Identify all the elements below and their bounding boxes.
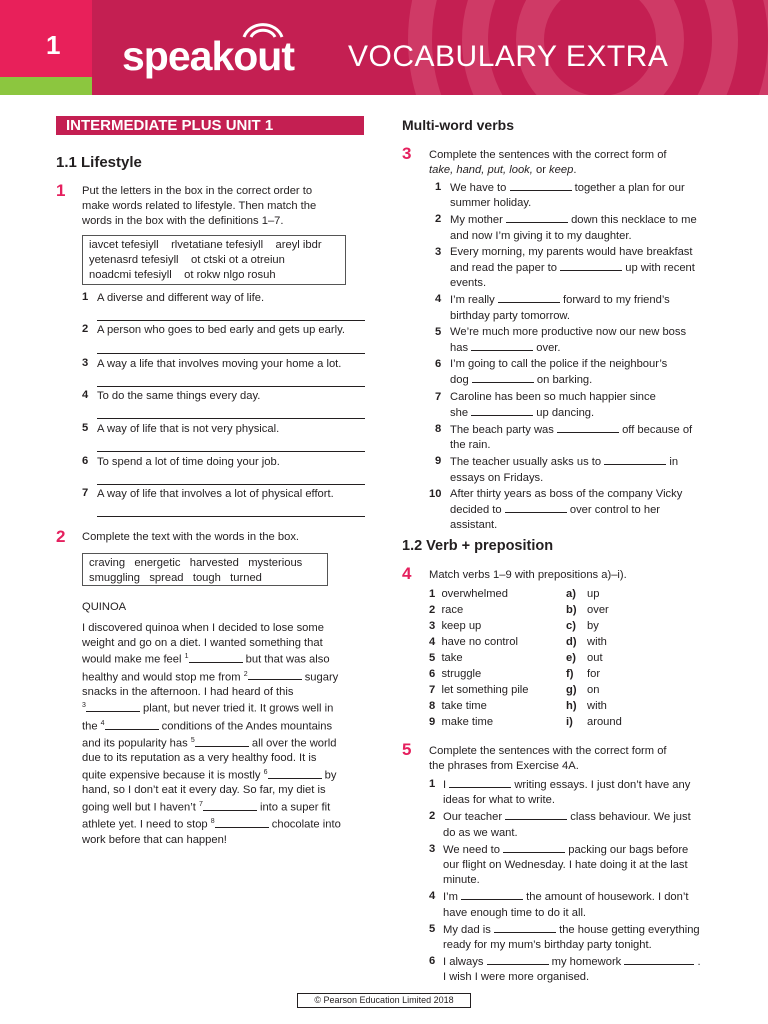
gap[interactable] [604,454,666,465]
definition-text: To do the same things every day. [97,390,261,402]
definition-text: A way of life that is not very physical. [97,423,280,435]
gap[interactable] [560,260,622,271]
green-accent-bar [0,77,92,95]
word-box-2: craving energetic harvested mysterious smuggling spread tough turned [82,553,328,586]
gap[interactable] [449,777,511,788]
exercise-number: 1 [56,181,66,200]
definition-text: To spend a lot of time doing your job. [97,456,280,468]
gap-6[interactable] [268,768,322,779]
answer-line[interactable] [97,353,365,354]
exercise-3-instruction: Complete the sentences with the correct form of take, hand, put, look, or keep. [429,149,667,176]
definition-text: A way a life that involves moving your home a lot. [97,358,342,370]
answer-line[interactable] [97,320,365,321]
preposition-list: a) up b) over c) by d) with e) out f) for g) on h) with i) around [566,588,622,728]
header-banner [0,0,768,95]
gap-7[interactable] [203,800,257,811]
gap[interactable] [494,922,556,933]
answer-line[interactable] [97,516,365,517]
gap[interactable] [510,180,572,191]
word-box-1: iavcet tefesiyll rlvetatiane tefesiyll areyl ibdr yetenasrd tefesiyll ot ctski ot a otreiun noadcmi tefesiyll ot rokw nlgo rosuh [82,235,346,285]
gap-2[interactable] [248,669,302,680]
answer-line[interactable] [97,451,365,452]
definition-text: A diverse and different way of life. [97,292,265,304]
definition-text: A person who goes to bed early and gets up early. [97,324,345,336]
exercise-2-instruction: Complete the text with the words in the box. [82,531,300,543]
section-title-verb-preposition: 1.2 Verb + preposition [402,538,554,554]
gap-1[interactable] [189,652,243,663]
gap-4[interactable] [105,719,159,730]
exercise-number: 2 [56,527,66,546]
unit-number-tab [0,0,92,77]
quinoa-text: I discovered quinoa when I decided to lose some weight and go on a diet. I wanted something that would make me feel $^1$ but that was also healthy and would stop me from $^2$ sugary snacks in the afternoon. I had heard of this $^3$ plant, but never tried it. It grows well in the $^4$ conditions of the Andes mountains and its popularity has $^5$ all over the world due to its reputation as a very healthy food. It is quite expensive because it is mostly $^6$ by hand, so I don’t eat it every day. So far, my diet is going well but I haven’t $^7$ into a super fit athlete yet. I need to stop $^8$ chocolate into work before that can happen! [82,622,341,846]
section-title-lifestyle: 1.1 Lifestyle [56,154,142,171]
page-title: VOCABULARY EXTRA [348,40,669,73]
answer-line[interactable] [97,484,365,485]
text-title: QUINOA [82,601,127,613]
copyright-footer: © Pearson Education Limited 2018 [297,993,471,1008]
item-number: 5 [82,422,89,434]
item-number: 6 [82,455,89,467]
gap-8[interactable] [215,817,269,828]
gap[interactable] [461,889,523,900]
gap[interactable] [498,292,560,303]
gap[interactable] [487,954,549,965]
exercise-number: 4 [402,564,412,583]
gap[interactable] [505,502,567,513]
gap[interactable] [557,422,619,433]
answer-line[interactable] [97,386,365,387]
exercise-number: 5 [402,740,412,759]
item-number: 7 [82,487,89,499]
unit-number: 1 [46,30,61,60]
exercise-5-sentences: 1 I writing essays. I just don’t have any ideas for what to write. 2 Our teacher class behaviour. We just do as we want. 3 We need to packing our bags before our flight on Wednesday. I hate doing it at the last minute. 4 I’m the amount of housework. I don’t have enough time to do it all. 5 My dad is the house getting everything ready for my mum’s birthday party tonight. 6 I always my homework . I wish I were more organised. [429,778,701,984]
item-number: 4 [82,389,89,401]
gap[interactable] [472,372,534,383]
exercise-1-instruction: Put the letters in the box in the correct order to make words related to lifestyle. Then match the words in the box with the definitions 1–7. [82,185,317,227]
verb-list: 1 overwhelmed 2 race 3 keep up 4 have no control 5 take 6 struggle 7 let something pile 8 take time 9 make time [429,588,529,728]
gap[interactable] [503,842,565,853]
speakout-logo: speakout [122,33,295,79]
exercise-3-sentences: 1 We have to together a plan for our summer holiday. 2 My mother down this necklace to me and now I’m giving it to my daughter. 3 Every morning, my parents would have breakfast and read the paper to up with recent events. 4 I’m really forward to my friend’s birthday party tomorrow. 5 We’re much more productive now our new boss has over. 6 I’m going to call the police if the neighbour’s dog on barking. 7 Caroline has been so much happier since she up dancing. 8 The beach party was off because of the rain. 9 The teacher usually asks us to in essays on Fridays. 10 After thirty years as boss of the company Vicky decided to over control to her assistant. [429,181,697,532]
definition-text: A way of life that involves a lot of physical effort. [97,488,334,500]
item-number: 3 [82,357,89,369]
item-number: 1 [82,291,89,303]
gap[interactable] [506,212,568,223]
gap[interactable] [471,340,533,351]
gap[interactable] [471,405,533,416]
gap-3[interactable] [86,701,140,712]
gap[interactable] [505,809,567,820]
unit-heading: INTERMEDIATE PLUS UNIT 1 [56,116,364,135]
gap-5[interactable] [195,736,249,747]
item-number: 2 [82,323,89,335]
section-title-multi-word-verbs: Multi-word verbs [402,117,515,133]
exercise-5-instruction: Complete the sentences with the correct form of the phrases from Exercise 4A. [429,745,667,772]
gap[interactable] [624,954,694,965]
answer-line[interactable] [97,418,365,419]
exercise-number: 3 [402,144,412,163]
exercise-4-instruction: Match verbs 1–9 with prepositions a)–i). [429,569,627,581]
